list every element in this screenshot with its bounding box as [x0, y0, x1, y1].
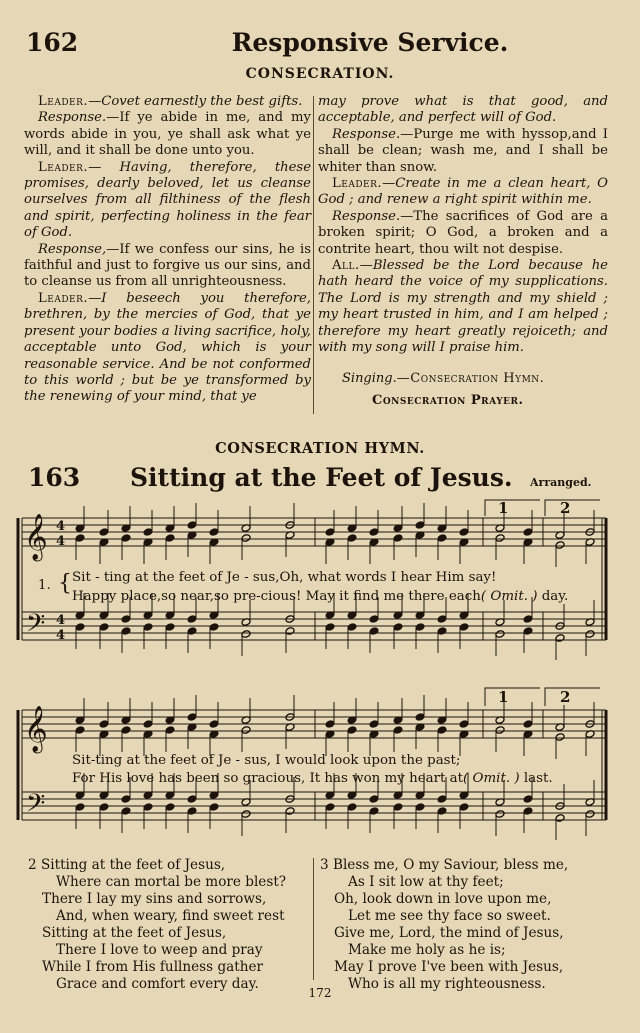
reading-text: —If we confess our sins, he is faithful and just to forgive us our sins, and to cleanse us from all unrighteousness.	[24, 241, 311, 290]
lyric-line: Sit - ting at the feet of Je - sus,Oh, what words I hear Him say!	[72, 570, 497, 585]
note-head	[523, 528, 533, 537]
note-head	[75, 623, 85, 632]
responsive-column-left	[24, 94, 311, 406]
note-head	[555, 541, 565, 550]
note-head	[143, 528, 153, 537]
note-head	[325, 623, 335, 632]
speaker-label: Response.	[332, 208, 401, 224]
reading-text: — Having, therefore, these promises, dearly beloved, let us cleanse ourselves from all filthiness of the flesh and spirit, perfecting holiness in the fear of God.	[24, 159, 311, 241]
singing-label: Singing.	[342, 371, 397, 386]
note-head	[143, 720, 153, 729]
note-head	[325, 528, 335, 537]
note-head	[121, 534, 131, 543]
responsive-paragraph	[24, 110, 311, 159]
note-head	[437, 726, 447, 735]
note-head	[187, 627, 197, 636]
note-head	[437, 807, 447, 816]
section-number: 162	[26, 28, 79, 57]
note-head	[187, 795, 197, 804]
svg-text:4: 4	[56, 628, 66, 643]
treble-clef-icon: 𝄞	[24, 706, 48, 752]
ending-1-number: 1	[498, 499, 509, 517]
note-head	[585, 810, 595, 819]
note-head	[209, 528, 219, 537]
responsive-paragraph	[318, 258, 608, 356]
note-head	[495, 534, 505, 543]
verse-line: There I lay my sins and sorrows,	[42, 891, 267, 907]
note-head	[369, 795, 379, 804]
note-head	[165, 534, 175, 543]
note-head	[241, 726, 251, 735]
responsive-paragraph	[24, 94, 311, 110]
treble-staff	[22, 518, 606, 546]
speaker-label: Leader.	[38, 159, 89, 175]
hymn-title: Sitting at the Feet of Jesus.	[130, 463, 513, 492]
responsive-paragraph	[318, 209, 608, 258]
speaker-label: Leader.	[332, 176, 383, 192]
lyric-line: Sit-ting at the feet of Je - sus, I would look upon the past;	[72, 753, 461, 768]
note-head	[325, 720, 335, 729]
note-head	[241, 810, 251, 819]
verse-line: While I from His fullness gather	[42, 959, 264, 975]
note-head	[415, 623, 425, 632]
verse-line: May I prove I've been with Jesus,	[334, 959, 564, 975]
lyric-line	[72, 589, 568, 604]
note-head	[523, 615, 533, 624]
note-head	[75, 534, 85, 543]
note-head	[437, 627, 447, 636]
note-head	[209, 720, 219, 729]
responsive-paragraph	[318, 127, 608, 176]
section-title: Responsive Service.	[231, 28, 509, 57]
lyric-text: For His love has been so gracious, It has won my heart at	[72, 771, 464, 786]
note-head	[241, 630, 251, 639]
note-head	[437, 534, 447, 543]
reading-text: may prove what is that good, and acceptable, and perfect will of God.	[318, 94, 608, 126]
note-head	[75, 803, 85, 812]
verse-line: Who is all my righteousness.	[348, 976, 546, 992]
note-head	[165, 726, 175, 735]
speaker-label: All.	[332, 258, 360, 274]
note-head	[369, 807, 379, 816]
ending-2-number: 2	[560, 688, 571, 706]
reading-text: —If ye abide in me, and my words abide in you, ye shall ask what ye will, and it shall be done unto you.	[24, 110, 311, 159]
note-head	[369, 720, 379, 729]
verse-line: And, when weary, find sweet rest	[56, 908, 285, 924]
responsive-column-right	[318, 94, 608, 357]
treble-staff	[22, 710, 606, 738]
lyric-text: last.	[523, 771, 553, 786]
note-head	[555, 814, 565, 823]
note-head	[495, 810, 505, 819]
column-divider	[313, 96, 314, 414]
note-head	[347, 534, 357, 543]
note-head	[555, 733, 565, 742]
reading-text: —I beseech you therefore, brethren, by the mercies of God, that ye present your bodies a living sacrifice, holy, acceptable unto God, which is your reasonable service. And be not conformed to this world ; but be ye transformed by the renewing of your mind, that ye	[24, 290, 311, 405]
speaker-label: Leader.	[38, 290, 89, 306]
note-head	[459, 623, 469, 632]
arranged-credit: Arranged.	[530, 476, 592, 489]
note-head	[523, 627, 533, 636]
note-head	[459, 720, 469, 729]
responsive-paragraph	[24, 160, 311, 242]
verse-3	[320, 857, 568, 993]
responsive-paragraph	[318, 176, 608, 209]
svg-text:4: 4	[56, 534, 66, 549]
speaker-label: Response,	[38, 241, 107, 257]
note-head	[143, 623, 153, 632]
note-head	[523, 795, 533, 804]
note-head	[99, 528, 109, 537]
note-head	[121, 726, 131, 735]
verse-line: There I love to weep and pray	[56, 942, 263, 958]
note-head	[523, 720, 533, 729]
note-head	[325, 803, 335, 812]
note-head	[393, 803, 403, 812]
speaker-label: Response.	[38, 110, 107, 126]
note-head	[393, 726, 403, 735]
reading-text: —Create in me a clean heart, O God ; and renew a right spirit within me.	[318, 176, 608, 208]
note-head	[555, 634, 565, 643]
note-head	[121, 627, 131, 636]
verse-line: 2 Sitting at the feet of Jesus,	[28, 857, 226, 873]
reading-text: —Covet earnestly the best gifts.	[88, 94, 303, 109]
verse-line: Sitting at the feet of Jesus,	[42, 925, 227, 941]
reading-text: —The sacrifices of God are a broken spirit; O God, a broken and a contrite heart, thou wilt not despise.	[318, 208, 608, 257]
lyric-text: Happy place,so near,so pre-cious! May it find me there each	[72, 589, 481, 604]
note-head	[415, 803, 425, 812]
speaker-label: Response.	[332, 126, 401, 142]
ending-1-number: 1	[498, 688, 509, 706]
bass-staff	[22, 612, 606, 640]
note-head	[459, 803, 469, 812]
reading-text: —Blessed be the Lord because he hath heard the voice of my supplications. The Lord is my strength and my shield ; my heart trusted in him, and I am helped ; therefore my heart greatly rejoiceth; and with my song will I praise him.	[318, 258, 608, 356]
verse-line: Make me holy as he is;	[348, 942, 506, 958]
note-head	[241, 534, 251, 543]
note-head	[415, 713, 425, 722]
bass-staff	[22, 792, 606, 820]
hymn-subtitle: CONSECRATION HYMN.	[215, 440, 425, 457]
note-head	[437, 795, 447, 804]
note-head	[187, 615, 197, 624]
note-head	[369, 615, 379, 624]
singing-text: —Consecration Hymn.	[396, 371, 545, 386]
treble-notes	[75, 695, 595, 759]
ending-2-number: 2	[560, 499, 571, 517]
omit-marker: ( Omit. )	[480, 589, 538, 604]
bass-clef-icon: 𝄢	[26, 609, 46, 644]
note-head	[143, 803, 153, 812]
note-head	[459, 528, 469, 537]
note-head	[121, 615, 131, 624]
note-head	[285, 627, 295, 636]
note-head	[393, 534, 403, 543]
verse-line: Where can mortal be more blest?	[56, 874, 287, 890]
note-head	[523, 807, 533, 816]
responsive-paragraph	[318, 94, 608, 127]
brace-icon: {	[58, 571, 72, 596]
note-head	[187, 807, 197, 816]
note-head	[347, 726, 357, 735]
note-head	[75, 726, 85, 735]
note-head	[165, 803, 175, 812]
consecration-prayer: Consecration Prayer.	[372, 393, 524, 408]
treble-notes	[75, 503, 595, 567]
note-head	[121, 795, 131, 804]
section-subtitle: CONSECRATION.	[245, 66, 395, 82]
verse-divider	[313, 858, 314, 980]
note-head	[99, 623, 109, 632]
note-head	[121, 807, 131, 816]
svg-text:4: 4	[56, 613, 66, 628]
note-head	[495, 726, 505, 735]
note-head	[187, 713, 197, 722]
note-head	[437, 615, 447, 624]
note-head	[99, 720, 109, 729]
note-head	[187, 521, 197, 530]
treble-clef-icon: 𝄞	[24, 514, 48, 560]
note-head	[369, 627, 379, 636]
page-number: 172	[308, 986, 332, 1000]
svg-text:4: 4	[56, 519, 66, 534]
note-head	[369, 528, 379, 537]
lyric-line	[72, 771, 553, 786]
omit-marker: ( Omit. )	[463, 771, 520, 786]
speaker-label: Leader.	[38, 94, 89, 109]
verse-line: 3 Bless me, O my Saviour, bless me,	[320, 857, 569, 873]
note-head	[165, 623, 175, 632]
note-head	[347, 803, 357, 812]
verse-line: Give me, Lord, the mind of Jesus,	[334, 925, 564, 941]
reading-text: —Purge me with hyssop,and I shall be clean; wash me, and I shall be whiter than snow.	[318, 126, 608, 175]
note-head	[209, 623, 219, 632]
verse-line: Oh, look down in love upon me,	[334, 891, 552, 907]
bass-clef-icon: 𝄢	[26, 789, 46, 824]
note-head	[585, 630, 595, 639]
verse-marker: 1.	[38, 578, 51, 593]
hymn-number: 163	[28, 463, 81, 492]
music-system-2	[0, 678, 640, 858]
singing-line	[342, 371, 544, 386]
verse-line: As I sit low at thy feet;	[348, 874, 504, 890]
note-head	[495, 630, 505, 639]
lyric-text: day.	[541, 589, 569, 604]
note-head	[347, 623, 357, 632]
note-head	[285, 807, 295, 816]
responsive-paragraph	[24, 291, 311, 406]
note-head	[209, 803, 219, 812]
verse-line: Let me see thy face so sweet.	[348, 908, 551, 924]
verse-2	[28, 857, 286, 993]
note-head	[415, 521, 425, 530]
verse-line: Grace and comfort every day.	[56, 976, 259, 992]
note-head	[393, 623, 403, 632]
note-head	[99, 803, 109, 812]
responsive-paragraph	[24, 242, 311, 291]
